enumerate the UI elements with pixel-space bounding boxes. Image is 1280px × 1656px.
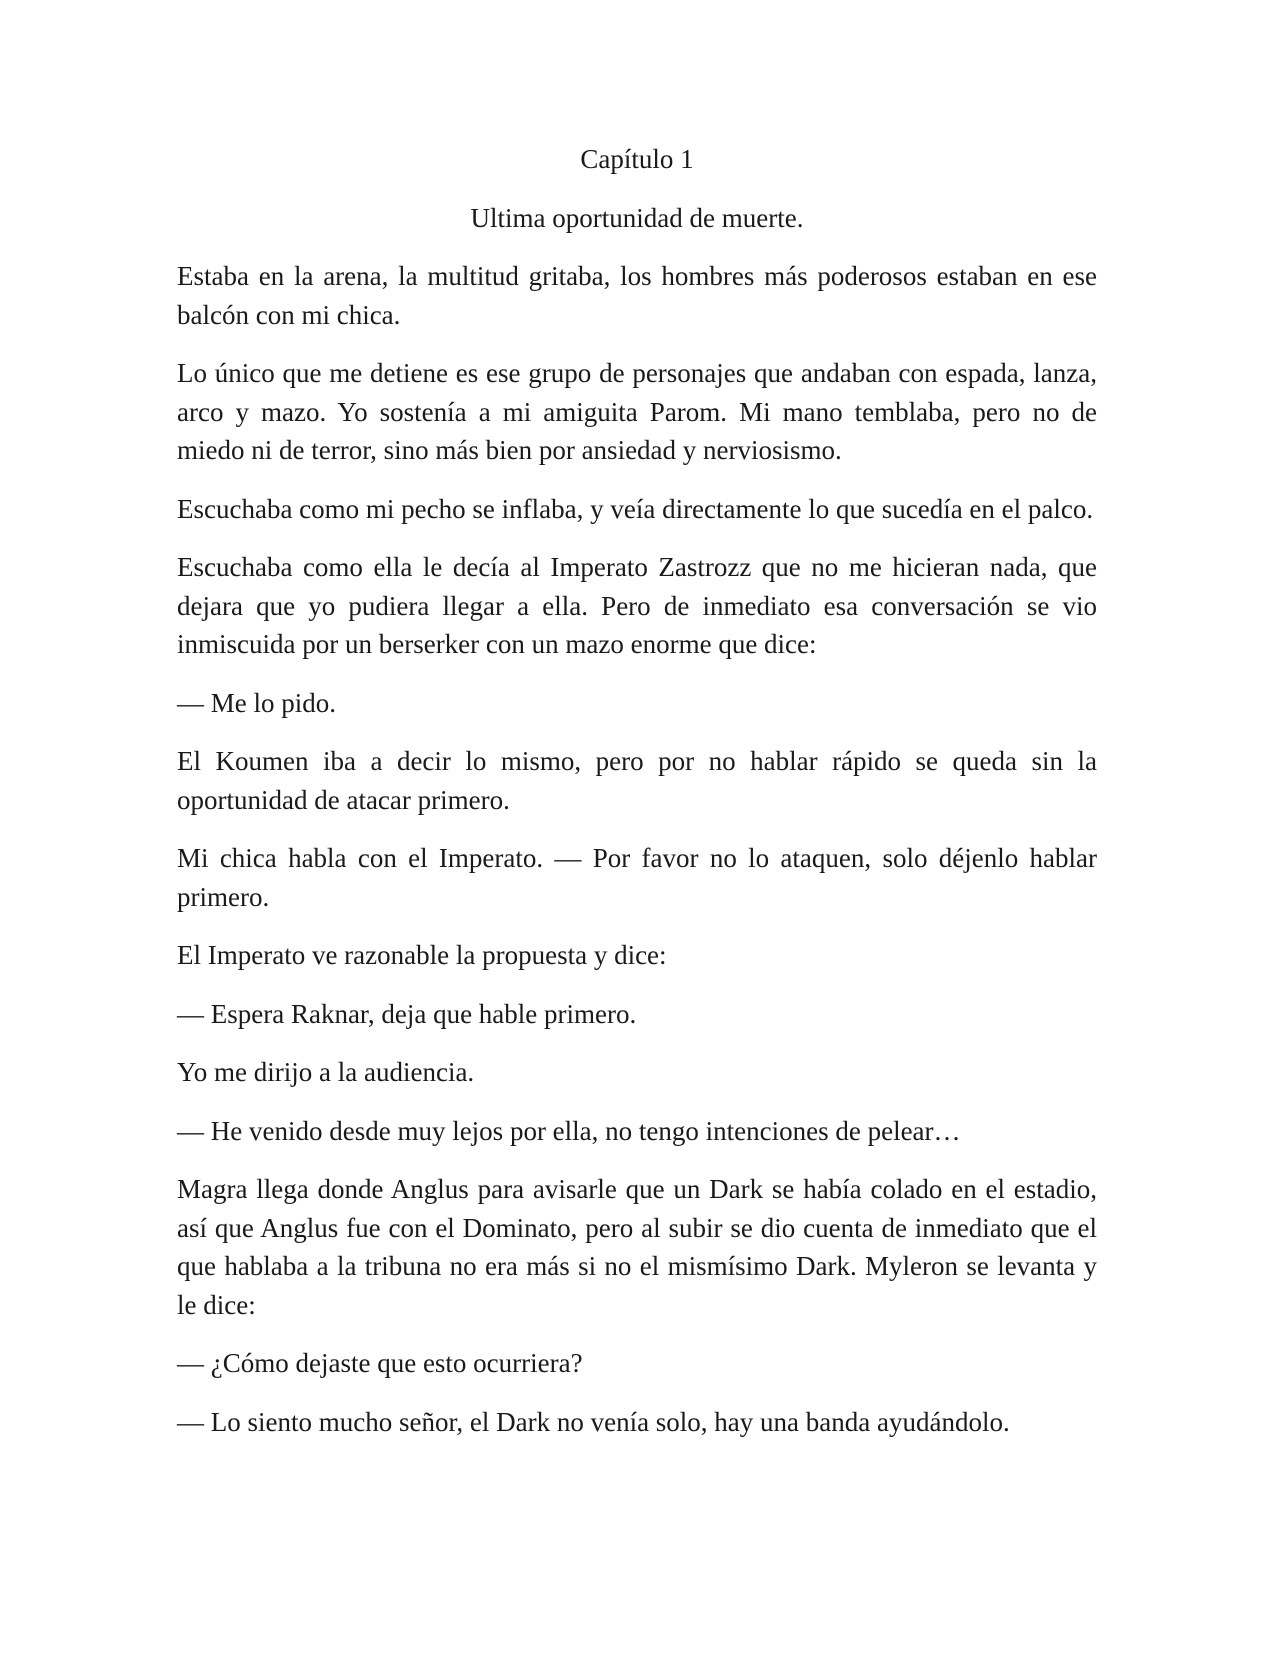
paragraph: El Koumen iba a decir lo mismo, pero por no hablar rápido se queda sin la oportunidad de atacar primero. xyxy=(177,746,1097,815)
paragraph: Escuchaba como mi pecho se inflaba, y veía directamente lo que sucedía en el palco. xyxy=(177,493,1094,524)
paragraph: Escuchaba como ella le decía al Imperato Zastrozz que no me hicieran nada, que dejara que yo pudiera llegar a ella. Pero de inmediato esa conversación se vio inmiscuida por un berserker con un mazo enorme que dice: xyxy=(177,552,1097,659)
chapter-subtitle: Ultima oportunidad de muerte. xyxy=(470,202,804,233)
dialogue-line: — Lo siento mucho señor, el Dark no venía solo, hay una banda ayudándolo. xyxy=(177,1406,1010,1437)
paragraph: Magra llega donde Anglus para avisarle que un Dark se había colado en el estadio, así que Anglus fue con el Dominato, pero al subir se dio cuenta de inmediato que el que hablaba a la tribuna no era más si no el mismísimo Dark. Myleron se levanta y le dice: xyxy=(177,1174,1097,1320)
paragraph: El Imperato ve razonable la propuesta y dice: xyxy=(177,940,667,970)
dialogue-line: — Me lo pido. xyxy=(177,687,336,718)
dialogue-line: — He venido desde muy lejos por ella, no tengo intenciones de pelear… xyxy=(177,1115,961,1146)
dialogue-line: — ¿Cómo dejaste que esto ocurriera? xyxy=(177,1348,583,1378)
paragraph: Mi chica habla con el Imperato. — Por favor no lo ataquen, solo déjenlo hablar primero. xyxy=(177,843,1097,912)
paragraph: Estaba en la arena, la multitud gritaba, los hombres más poderosos estaban en ese balcón con mi chica. xyxy=(177,261,1097,330)
dialogue-line: — Espera Raknar, deja que hable primero. xyxy=(177,998,637,1029)
paragraph: Lo único que me detiene es ese grupo de personajes que andaban con espada, lanza, arco y mazo. Yo sostenía a mi amiguita Parom. Mi mano temblaba, pero no de miedo ni de terror, sino más bien por ansiedad y nerviosismo. xyxy=(177,358,1097,465)
chapter-title: Capítulo 1 xyxy=(580,144,694,174)
paragraph: Yo me dirijo a la audiencia. xyxy=(177,1057,475,1087)
document-page xyxy=(177,140,1097,1461)
